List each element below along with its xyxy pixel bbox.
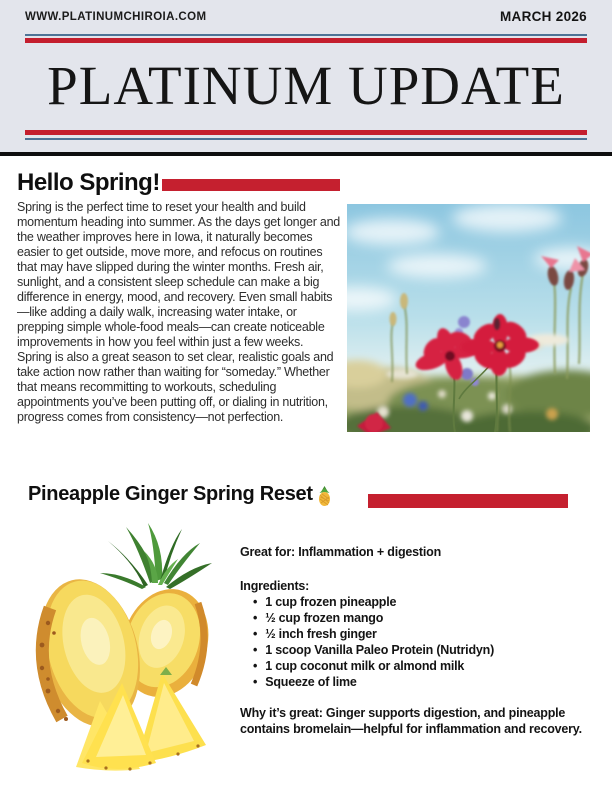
recipe-accent-bar bbox=[368, 494, 568, 508]
flower-meadow-illustration bbox=[347, 204, 590, 432]
ingredients-label: Ingredients: bbox=[240, 579, 310, 593]
recipe-why-great: Why it’s great: Ginger supports digestion, and pineapple contains bromelain—helpful for inflammation and recovery. bbox=[240, 706, 582, 736]
ingredient-item: • 1 cup coconut milk or almond milk bbox=[253, 658, 598, 674]
recipe-heading: Pineapple Ginger Spring Reset bbox=[28, 483, 313, 505]
newsletter-title: PLATINUM UPDATE bbox=[47, 55, 565, 116]
bottom-divider-red-line bbox=[25, 130, 587, 135]
recipe-details bbox=[240, 544, 598, 737]
flower-meadow-photo bbox=[347, 204, 590, 432]
pineapple-illustration bbox=[30, 523, 215, 773]
hello-paragraph-2: Spring is also a great season to set clear, realistic goals and take action now rather than waiting for “someday.” Whether that means recommitting to workouts, scheduling appointments you’ve been putting off, or dialing in nutrition, progress comes from consistency—not perfection. bbox=[17, 350, 334, 424]
issue-date: MARCH 2026 bbox=[499, 9, 587, 24]
ingredients-list bbox=[240, 594, 598, 690]
ingredient-item: • Squeeze of lime bbox=[253, 674, 598, 690]
hello-paragraphs bbox=[17, 200, 343, 425]
recipe-heading-row bbox=[28, 481, 332, 508]
website-url: WWW.PLATINUMCHIROIA.COM bbox=[25, 11, 207, 23]
ingredient-item: • 1 cup frozen pineapple bbox=[253, 594, 598, 610]
top-divider-red-line bbox=[25, 38, 587, 43]
recipe-great-for: Great for: Inflammation + digestion bbox=[240, 545, 442, 559]
pineapple-photo bbox=[30, 523, 215, 775]
hello-paragraph-1: Spring is the perfect time to reset your health and build momentum heading into summer. As the days get longer and the weather improves here in Iowa, it naturally becomes easier to get outside, move more, and refocus on routines that may have slipped during the winter months. Fresh air, sunlight, and a consistent sleep schedule can make a big difference in energy, mood, and recovery. Even small habits—like adding a daily walk, increasing water intake, or prepping simple whole-food meals—can create noticeable improvements in how you feel within just a few weeks. bbox=[17, 200, 340, 349]
ingredient-item: • 1 scoop Vanilla Paleo Protein (Nutridyn) bbox=[253, 642, 598, 658]
pineapple-emoji-icon bbox=[317, 486, 332, 506]
ingredient-item: • ½ cup frozen mango bbox=[253, 610, 598, 626]
ingredient-item: • ½ inch fresh ginger bbox=[253, 626, 598, 642]
hello-accent-bar bbox=[162, 179, 340, 191]
bottom-divider-blue-line bbox=[25, 138, 587, 140]
masthead bbox=[0, 0, 612, 156]
hello-spring-heading: Hello Spring! bbox=[17, 169, 160, 196]
top-divider-blue-line bbox=[25, 34, 587, 36]
